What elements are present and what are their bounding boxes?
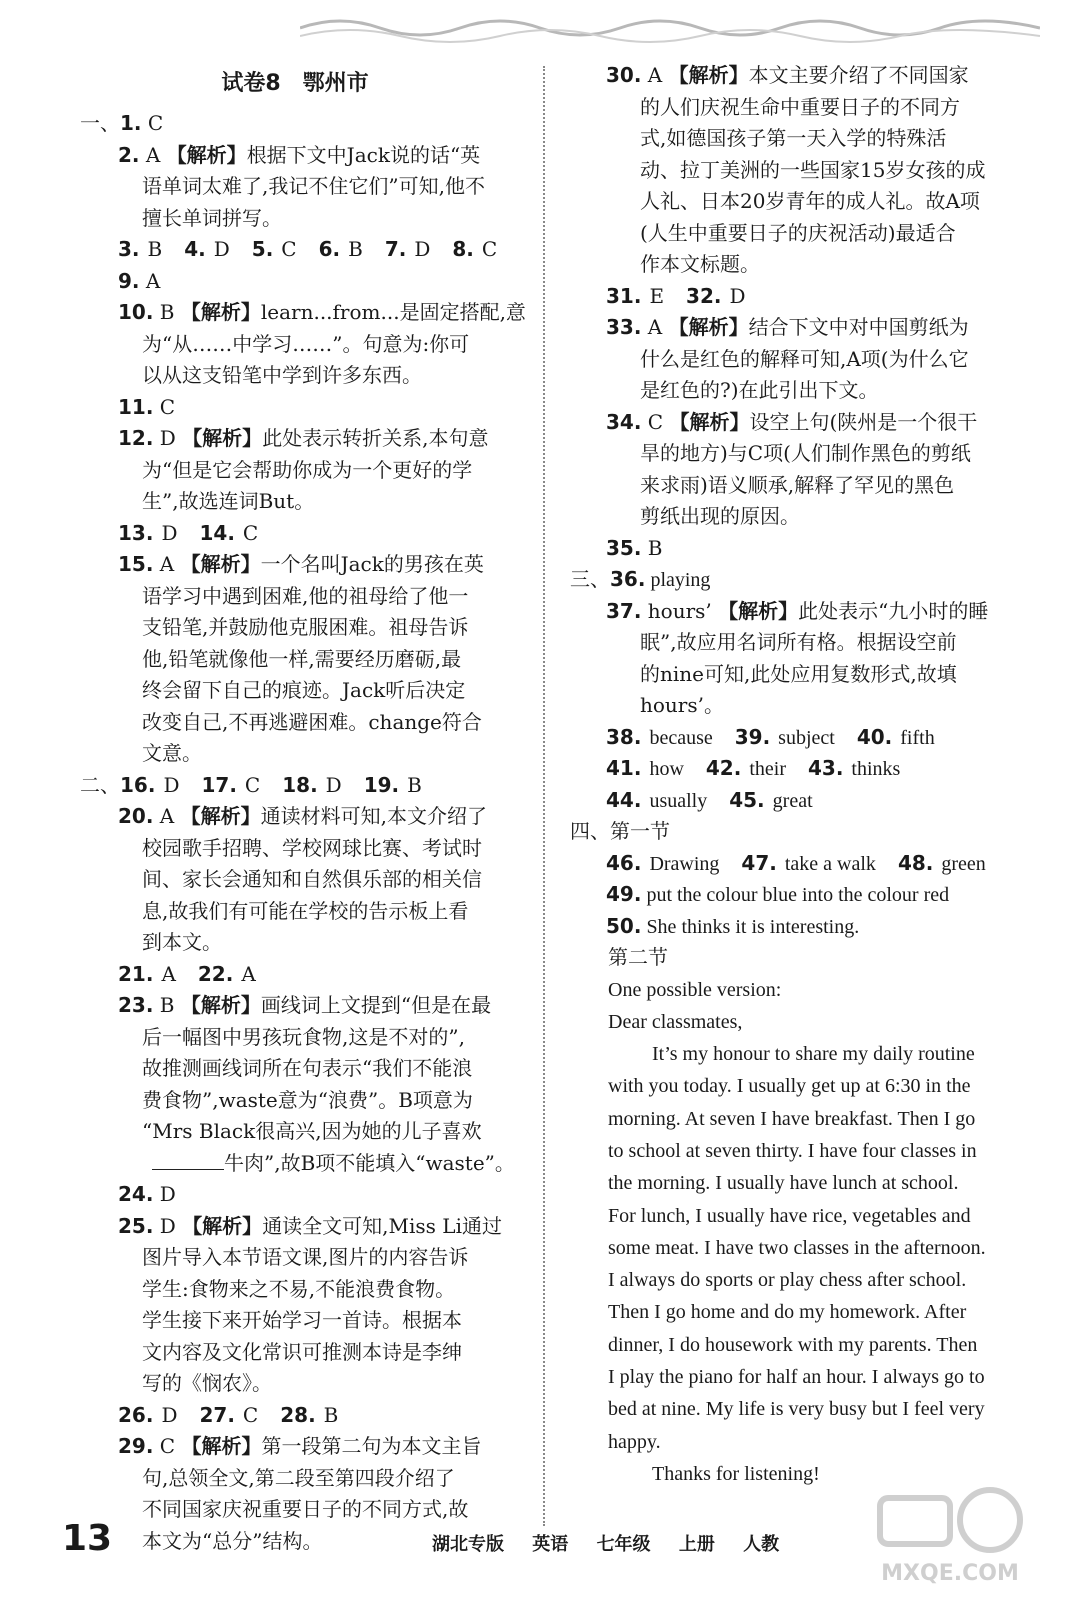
analysis-tag: 【解析】 [180,804,261,828]
question-number: 31. [606,283,642,308]
essay-line: the morning. I usually have lunch at school. [608,1172,959,1195]
analysis-text: 通读全文可知,Miss Li通过 [262,1213,502,1238]
question-number: 32. [686,283,722,308]
analysis-text: 式,如德国孩子第一天入学的特殊活 [640,126,947,150]
answer-text: how [649,758,684,780]
answer-line [60,455,530,487]
answer-line [60,234,530,266]
question-number: 46. [606,850,642,875]
answer-text: B [153,993,181,1017]
answer-line [60,297,530,329]
essay-line: One possible version: [608,978,782,1001]
answer-line [60,518,530,550]
question-number: 10. [118,300,154,324]
analysis-text: 息,故我们有可能在学校的告示板上看 [142,898,469,923]
question-number: 41. [606,756,642,780]
analysis-text: 校园歌手招聘、学校网球比赛、考试时 [142,835,482,860]
analysis-text: 学生接下来开始学习一首诗。根据本 [142,1308,462,1332]
analysis-text: 本文主要介绍了不同国家 [748,63,969,87]
analysis-text: 画线词上文提到“但是在最 [260,993,492,1017]
answer-line [60,1431,530,1463]
answer-line [60,1463,530,1495]
analysis-tag: 【解析】 [182,1213,263,1238]
answer-line [560,596,1020,628]
answer-text: take a walk [784,852,876,875]
answer-text: B [348,237,363,261]
analysis-text: 来求雨)语义顺承,解释了罕见的黑色 [640,472,955,497]
analysis-tag: 【解析】 [718,598,799,623]
question-number: 40. [856,724,893,749]
answer-line [60,1179,530,1211]
answer-text: A [153,552,181,576]
answer-text: hours’ [641,598,719,623]
analysis-text: 语学习中遇到困难,他的祖母给了他一 [142,583,469,608]
analysis-text: 句,总领全文,第二段至第四段介绍了 [142,1465,455,1490]
analysis-text: 动、拉丁美洲的一些国家15岁女孩的成 [640,157,986,182]
question-number: 33. [606,315,642,339]
answer-line [60,203,530,235]
question-number: 38. [606,724,642,749]
answer-line [560,344,1020,376]
analysis-text: 结合下文中对中国剪纸为 [748,315,969,339]
essay-line: I always do sports or play chess after school. [608,1269,967,1292]
answer-text: C [481,237,498,261]
answer-line [60,1022,530,1054]
answer-line [560,848,1020,880]
right-column [560,60,1020,1490]
answer-text: D [153,1182,176,1206]
analysis-text: 图片导入本节语文课,图片的内容告诉 [142,1245,469,1269]
question-number: 6. [318,237,341,261]
analysis-text: 此处表示转折关系,本句意 [262,426,489,450]
answer-text: A [161,961,176,986]
watermark-logo [870,1480,1030,1590]
answer-line [60,1305,530,1337]
question-number: 2. [118,142,140,167]
answer-line [60,644,530,676]
answer-line [560,92,1020,124]
answer-text: B [147,237,163,261]
question-number: 9. [118,268,140,293]
analysis-text: 剪纸出现的原因。 [640,504,800,528]
answer-line [60,833,530,865]
answer-text: because [649,726,713,749]
answer-line [560,501,1020,533]
answer-text: great [772,789,813,812]
answer-text: D [414,237,431,261]
answer-line [560,753,1020,785]
answer-text: put the colour blue into the colour red [641,884,950,906]
answer-line [560,123,1020,155]
analysis-text: 设空上句(陕州是一个很干 [749,409,978,434]
answer-text: A [139,268,161,293]
footer-publisher: 人教 [743,1534,780,1555]
answer-text: D [729,283,746,308]
answer-text: B [407,772,422,797]
analysis-tag: 【解析】 [180,300,261,324]
page-title: 试卷8 鄂州市 [221,71,369,96]
analysis-text: hours’。 [640,693,724,717]
question-number: 19. [363,772,400,797]
answer-text: fifth [900,726,935,749]
answer-text: playing [645,569,711,591]
answer-line [60,1368,530,1400]
answer-text: D [161,1402,178,1427]
answer-line [560,533,1020,565]
section-marker: 一、 [80,111,120,135]
question-number: 27. [199,1402,235,1427]
footer-edition: 湖北专版 [432,1534,504,1555]
essay-line: For lunch, I usually have rice, vegetables and [608,1204,971,1227]
answer-text: green [941,852,986,875]
analysis-text: 以从这支铅笔中学到许多东西。 [142,363,422,387]
analysis-text: 眠”,故应用名词所有格。根据设空前 [640,630,957,654]
analysis-text: 改变自己,不再逃避困难。change符合 [142,709,482,734]
analysis-text: 费食物”,waste意为“浪费”。B项意为 [142,1087,473,1112]
answer-text: C [242,520,259,545]
question-number: 18. [282,772,318,797]
question-number: 22. [197,961,234,986]
essay-line: dinner, I do housework with my parents. Then [608,1333,978,1356]
answer-line [60,423,530,455]
fill-blank [152,1151,224,1170]
answer-line [560,659,1020,691]
answer-line [60,549,530,581]
question-number: 1. [120,111,142,135]
answer-line [560,722,1020,754]
essay-line: bed at nine. My life is very busy but I feel very [608,1398,985,1421]
analysis-text: 的人们庆祝生命中重要日子的不同方 [640,94,960,119]
question-number: 8. [452,237,474,261]
question-number: 49. [606,882,642,906]
analysis-text: 语单词太难了,我记不住它们”可知,他不 [142,174,485,198]
answer-line [60,1085,530,1117]
answer-line [560,407,1020,439]
answer-text: Drawing [649,852,720,875]
question-number: 43. [807,756,844,780]
essay-line: Dear classmates, [608,1010,743,1033]
answer-text: D [161,520,178,545]
answer-text: A [641,63,669,87]
analysis-text: 为“但是它会帮助你成为一个更好的学 [142,457,473,482]
question-number: 12. [118,426,154,450]
answer-line [60,486,530,518]
question-number: 29. [118,1434,154,1458]
answer-line [60,392,530,424]
analysis-text: 终会留下自己的痕迹。Jack听后决定 [142,678,466,702]
answer-line [560,218,1020,250]
watermark-text: MXQE.COM [881,1561,1019,1586]
answer-line [60,108,530,140]
answer-line [560,249,1020,281]
analysis-tag: 【解析】 [668,315,749,339]
analysis-text: 间、家长会通知和自然俱乐部的相关信 [142,867,482,891]
answer-line [60,1494,530,1526]
question-number: 30. [606,63,642,87]
answer-line [60,1148,530,1180]
answer-text: their [749,758,786,780]
answer-line [60,1274,530,1306]
answer-line [60,959,530,991]
analysis-text: 支铅笔,并鼓励他克服困难。祖母告诉 [142,615,469,639]
answer-line [60,1242,530,1274]
answer-line [60,581,530,613]
answer-text: B [323,1402,339,1427]
question-number: 24. [118,1182,154,1206]
question-number: 37. [606,598,642,623]
answer-line [560,186,1020,218]
answer-line [560,785,1020,817]
question-number: 25. [118,1213,154,1238]
answer-text: usually [649,789,708,812]
analysis-text: 文意。 [142,741,202,765]
section-marker: 三、 [570,567,610,591]
answer-line [60,329,530,361]
column-divider [543,66,545,1526]
analysis-text: 一个名叫Jack的男孩在英 [260,552,484,576]
answer-line [60,1400,530,1432]
essay-line: with you today. I usually get up at 6:30 in the [608,1075,971,1098]
essay-line: It’s my honour to share my daily routine [652,1043,975,1066]
answer-text: C [153,1434,182,1458]
page-number: 13 [62,1518,113,1559]
answer-text: B [641,535,663,560]
answer-line [60,1337,530,1369]
section-marker: 二、 [80,772,120,797]
answer-text: B [153,300,181,324]
answer-text: A [641,315,669,339]
answer-text: A [153,804,181,828]
footer [432,1530,801,1556]
analysis-tag: 【解析】 [166,142,247,167]
answer-line [60,1116,530,1148]
answer-line [560,312,1020,344]
question-number: 21. [118,961,154,986]
answer-line [60,801,530,833]
answer-line [60,1211,530,1243]
answer-text: subject [778,726,835,749]
left-column [60,60,530,1557]
analysis-text: 擅长单词拼写。 [142,205,282,230]
question-number: 3. [118,237,140,261]
question-number: 36. [610,567,646,591]
answer-text: D [213,237,230,261]
question-number: 13. [118,520,154,545]
question-number: 45. [729,787,765,812]
answer-text: She thinks it is interesting. [641,915,860,938]
answer-line [560,60,1020,92]
question-number: 17. [201,772,237,797]
answer-text: D [153,1213,183,1238]
analysis-tag: 【解析】 [182,426,263,450]
essay-line: morning. At seven I have breakfast. Then I go [608,1107,976,1130]
analysis-text: 写的《悯农》。 [142,1371,272,1395]
answer-line [560,438,1020,470]
answer-text: C [244,772,261,797]
answer-line [60,675,530,707]
question-number: 23. [118,993,154,1017]
analysis-text: 此处表示“九小时的睡 [798,598,989,623]
question-number: 15. [118,552,154,576]
answer-line [560,690,1020,722]
essay-line: to school at seven thirty. I have four classes in [608,1139,977,1162]
question-number: 35. [606,535,642,560]
analysis-text: 牛肉”,故B项不能填入“waste”。 [224,1150,515,1175]
essay-line: happy. [608,1430,661,1453]
question-number: 44. [606,787,642,812]
answer-line [60,864,530,896]
question-number: 16. [120,772,156,797]
answer-text: D [163,772,180,797]
analysis-text: learn...from...是固定搭配,意 [260,300,526,324]
answer-line [560,375,1020,407]
question-number: 7. [384,237,407,261]
analysis-text: 旱的地方)与C项(人们制作黑色的剪纸 [640,441,971,465]
analysis-text: 通读材料可知,本文介绍了 [260,804,487,828]
question-number: 26. [118,1402,154,1427]
analysis-text: 第一段第二句为本文主旨 [261,1434,482,1458]
header-decoration [300,10,1040,46]
analysis-text: 本文为“总分”结构。 [142,1528,323,1553]
analysis-text: 为“从……中学习……”。句意为:你可 [142,331,470,356]
question-number: 50. [606,913,642,938]
answer-line [60,896,530,928]
answer-text: C [141,111,164,135]
section-label: 第一节 [610,819,670,843]
essay-line: some meat. I have two classes in the afternoon. [608,1236,986,1259]
essay-line: Thanks for listening! [652,1462,820,1485]
analysis-text: 不同国家庆祝重要日子的不同方式,故 [142,1497,469,1521]
answer-text: E [649,283,665,308]
answer-line [560,879,1020,911]
question-number: 47. [741,850,777,875]
answer-line [60,707,530,739]
analysis-text: 作本文标题。 [640,252,760,276]
analysis-text: “Mrs Black很高兴,因为她的儿子喜欢 [142,1119,482,1143]
answer-text: C [641,409,670,434]
analysis-tag: 【解析】 [668,63,749,87]
analysis-text: (人生中重要日子的庆祝活动)最适合 [640,220,956,245]
analysis-text: 人礼、日本20岁青年的成人礼。故A项 [640,189,980,213]
answer-line [60,738,530,770]
answer-text: C [153,394,176,419]
analysis-text: 根据下文中Jack说的话“英 [246,142,481,167]
answer-line [60,1053,530,1085]
answer-text: D [325,772,342,797]
answer-line [60,612,530,644]
answer-line [60,990,530,1022]
answer-line [60,171,530,203]
analysis-text: 文内容及文化常识可推测本诗是李绅 [142,1339,462,1364]
question-number: 20. [118,804,154,828]
essay-line: Then I go home and do my homework. After [608,1301,967,1324]
answer-line [560,627,1020,659]
question-number: 28. [280,1402,316,1427]
answer-text: C [242,1402,259,1427]
question-number: 5. [251,237,274,261]
question-number: 4. [184,237,206,261]
analysis-text: 他,铅笔就像他一样,需要经历磨砺,最 [142,646,462,671]
question-number: 48. [897,850,934,875]
section-heading: 第二节 [608,945,668,969]
analysis-tag: 【解析】 [181,1434,262,1458]
answer-line [60,770,530,802]
answer-line [560,816,1020,848]
analysis-text: 故推测画线词所在句表示“我们不能浪 [142,1056,473,1080]
answer-text: A [241,961,256,986]
analysis-text: 学生:食物来之不易,不能浪费食物。 [142,1276,456,1301]
footer-grade: 七年级 [596,1534,651,1555]
question-number: 14. [199,520,235,545]
answer-line [60,360,530,392]
answer-line [560,281,1020,313]
question-number: 34. [606,409,642,434]
answer-line [60,927,530,959]
analysis-text: 生”,故选连词But。 [142,489,315,513]
answer-text: A [139,142,167,167]
analysis-tag: 【解析】 [180,993,261,1017]
analysis-text: 是红色的?)在此引出下文。 [640,378,879,402]
question-number: 11. [118,394,154,419]
answer-line [560,470,1020,502]
analysis-text: 什么是红色的解释可知,A项(为什么它 [640,346,969,371]
analysis-text: 到本文。 [142,930,222,954]
answer-line [560,155,1020,187]
essay-line: I play the piano for half an hour. I always go to [608,1366,985,1389]
analysis-tag: 【解析】 [180,552,261,576]
answer-text: D [153,426,183,450]
analysis-text: 后一幅图中男孩玩食物,这是不对的”, [142,1024,465,1049]
answer-line [560,911,1020,943]
footer-subject: 英语 [532,1534,569,1555]
essay [560,974,1020,1491]
analysis-tag: 【解析】 [669,409,750,434]
answer-text: thinks [851,758,901,780]
analysis-text: 的nine可知,此处应用复数形式,故填 [640,661,957,686]
section-marker: 四、 [570,819,610,843]
question-number: 42. [705,756,742,780]
footer-volume: 上册 [678,1534,715,1555]
answer-line [60,266,530,298]
question-number: 39. [734,724,771,749]
answer-line [560,564,1020,596]
answer-line [60,140,530,172]
answer-text: C [281,237,297,261]
